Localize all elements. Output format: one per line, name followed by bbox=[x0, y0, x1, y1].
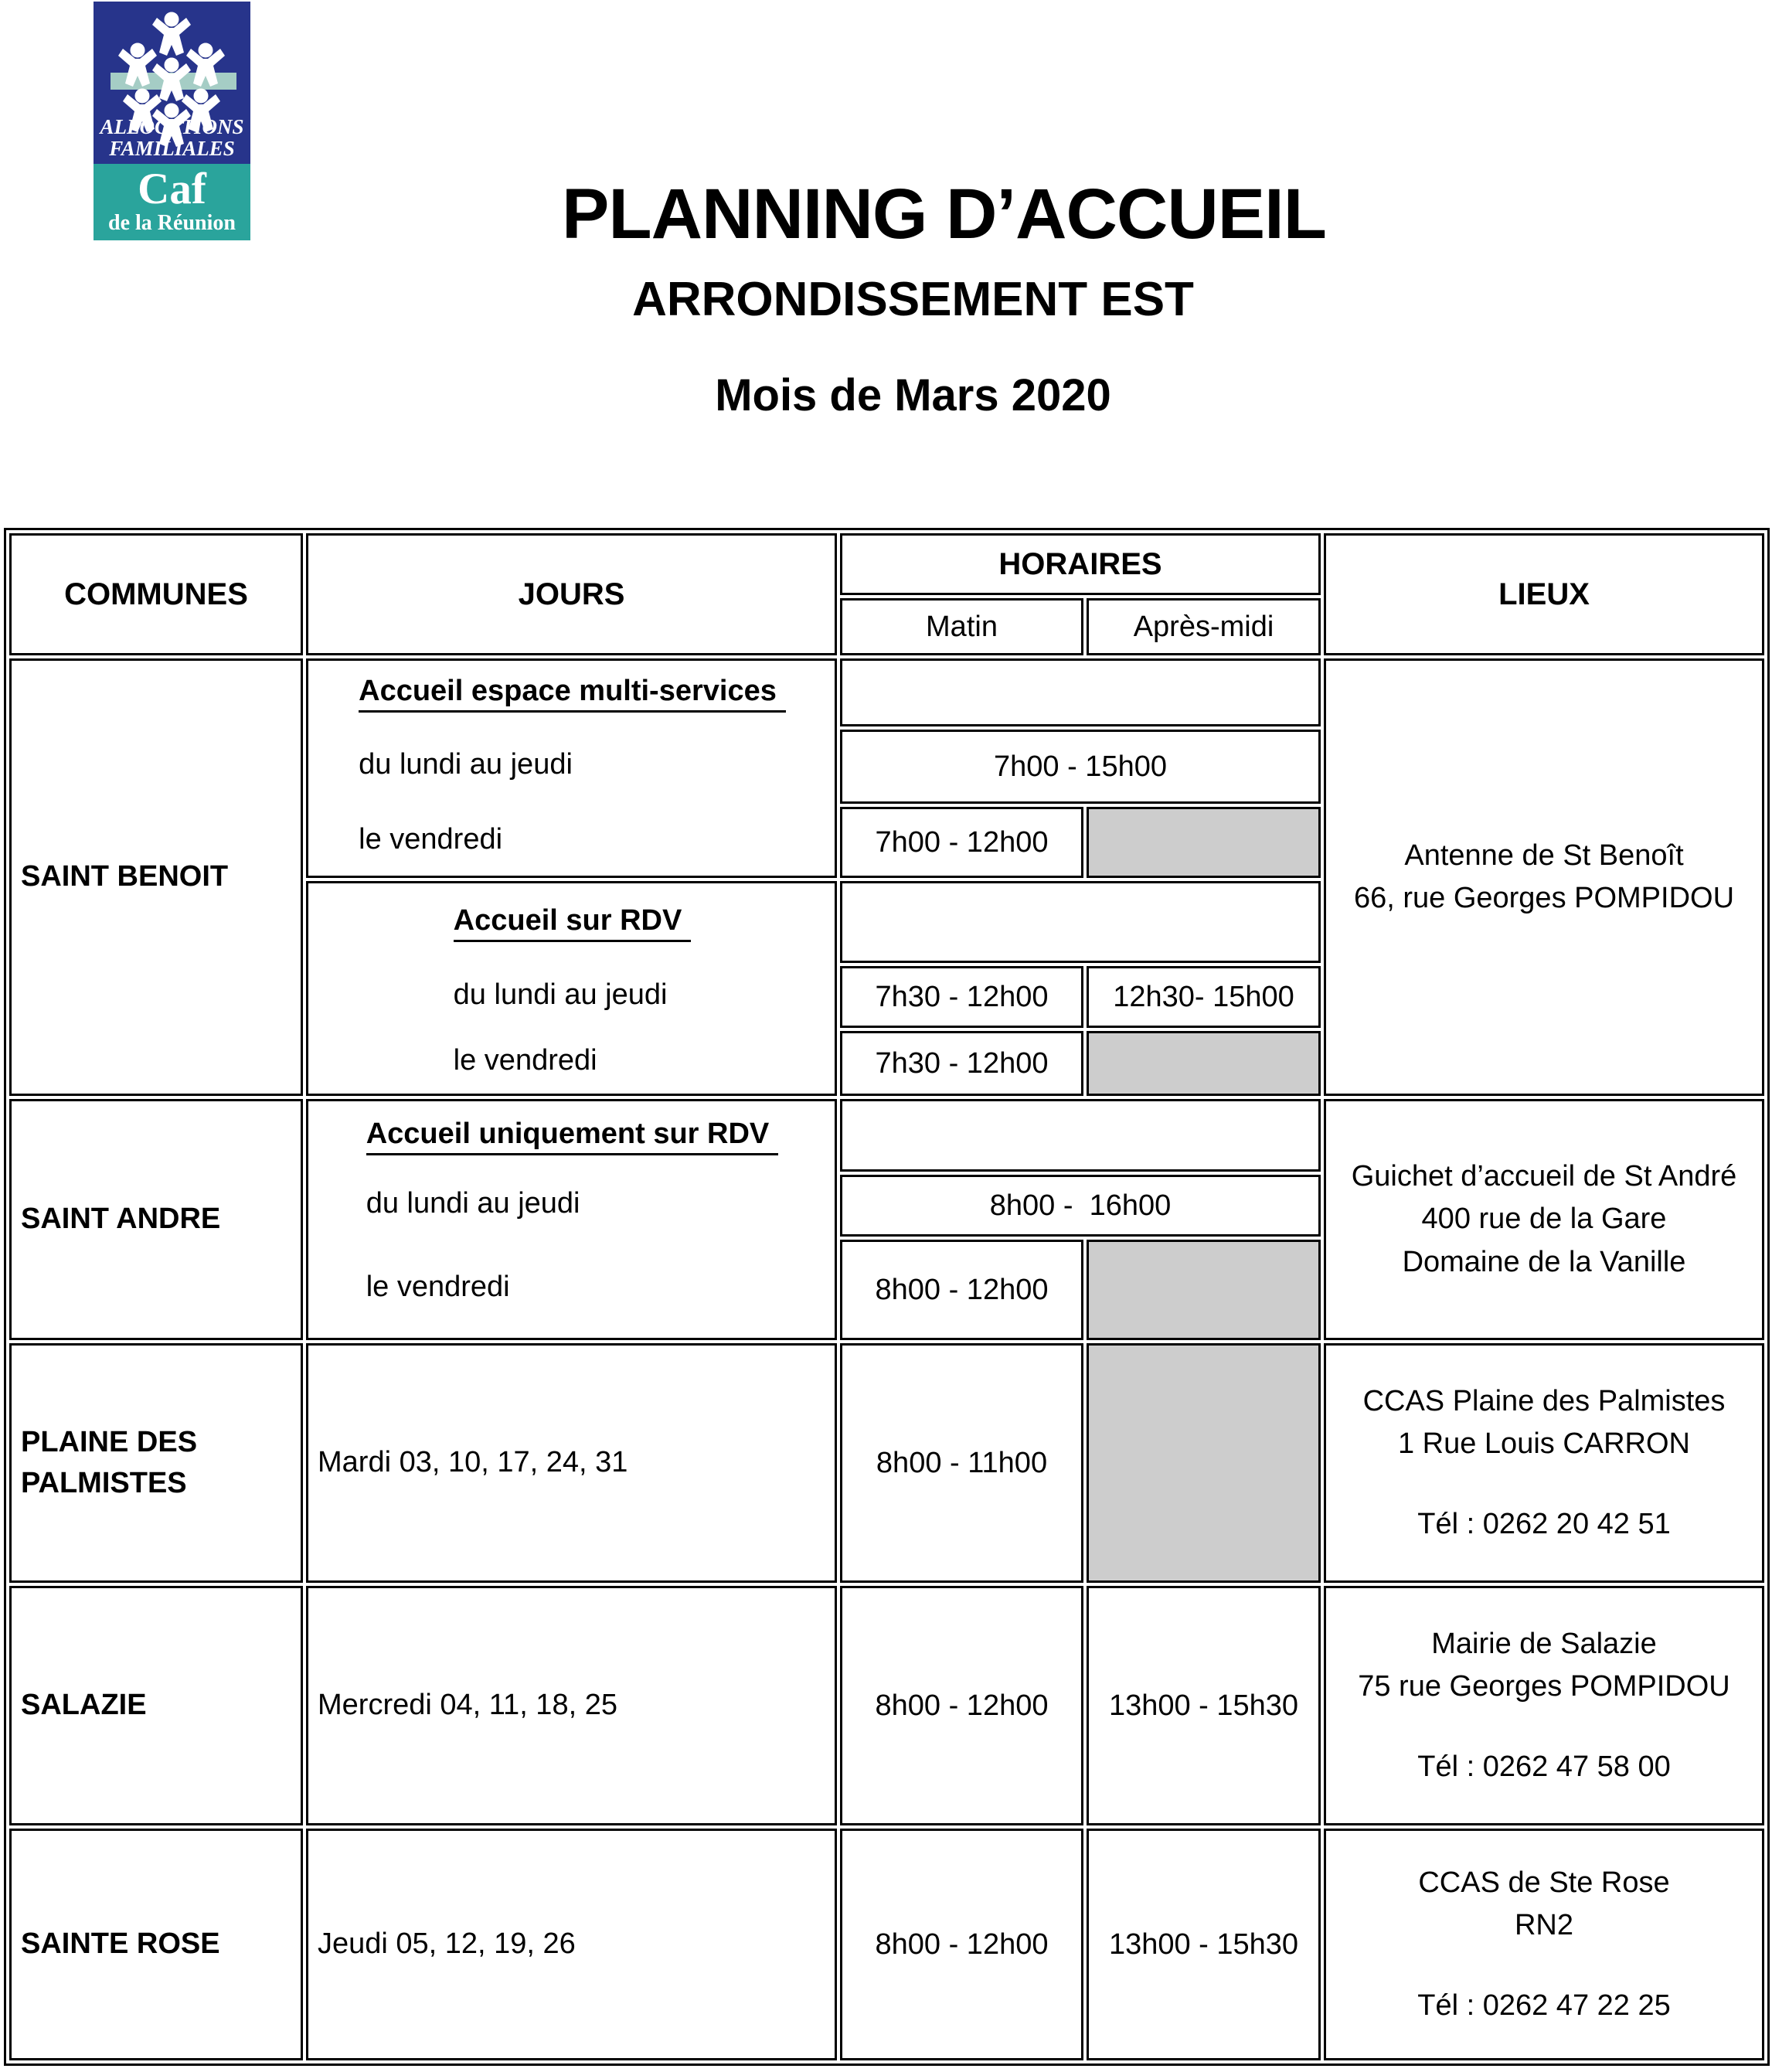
lieux-phone: Tél : 0262 20 42 51 bbox=[1417, 1507, 1671, 1540]
lieux-salazie bbox=[1324, 1586, 1764, 1825]
lieux-line: 75 rue Georges POMPIDOU bbox=[1358, 1670, 1730, 1703]
logo-org-name bbox=[94, 116, 250, 159]
horaires-apres-cell: 13h00 - 15h30 bbox=[1087, 1829, 1321, 2060]
horaires-closed-cell bbox=[1087, 807, 1321, 878]
horaires-closed-cell bbox=[1087, 1343, 1321, 1583]
page-subtitle: ARRONDISSEMENT EST bbox=[632, 273, 1194, 326]
horaires-empty-cell bbox=[840, 881, 1321, 963]
jours-sainte-rose: Jeudi 05, 12, 19, 26 bbox=[306, 1829, 837, 2060]
lieux-line: RN2 bbox=[1514, 1909, 1574, 1942]
horaires-cell: 7h00 - 15h00 bbox=[840, 730, 1321, 804]
lieux-line: 1 Rue Louis CARRON bbox=[1397, 1427, 1691, 1461]
lieux-line: CCAS de Ste Rose bbox=[1418, 1866, 1670, 1900]
logo-org-line1: ALLOCATIONS bbox=[100, 114, 244, 138]
horaires-apres-cell: 13h00 - 15h30 bbox=[1087, 1586, 1321, 1825]
horaires-matin-cell: 8h00 - 12h00 bbox=[840, 1829, 1083, 2060]
horaires-matin-cell: 7h30 - 12h00 bbox=[840, 1031, 1083, 1096]
header-lieux: LIEUX bbox=[1324, 533, 1764, 655]
jours-saint-benoit-section1 bbox=[306, 658, 837, 878]
lieux-line: 66, rue Georges POMPIDOU bbox=[1353, 882, 1735, 914]
jours-salazie: Mercredi 04, 11, 18, 25 bbox=[306, 1586, 837, 1825]
lieux-phone: Tél : 0262 47 22 25 bbox=[1417, 1989, 1671, 2022]
jours-saint-benoit-section2 bbox=[306, 881, 837, 1096]
commune-sainte-rose: SAINTE ROSE bbox=[9, 1829, 303, 2060]
commune-salazie: SALAZIE bbox=[9, 1586, 303, 1825]
lieux-saint-andre bbox=[1324, 1099, 1764, 1340]
lieux-line: Domaine de la Vanille bbox=[1402, 1245, 1686, 1278]
header-apres-midi: Après-midi bbox=[1087, 598, 1321, 655]
jours-label: le vendredi bbox=[359, 822, 503, 856]
lieux-line: Antenne de St Benoît bbox=[1404, 839, 1684, 872]
lieux-line: Mairie de Salazie bbox=[1431, 1628, 1657, 1661]
lieux-line: Guichet d’accueil de St André bbox=[1351, 1160, 1737, 1193]
lieux-line: 400 rue de la Gare bbox=[1421, 1203, 1667, 1236]
jours-label: du lundi au jeudi bbox=[453, 978, 668, 1011]
header-jours: JOURS bbox=[306, 533, 837, 655]
header-horaires: HORAIRES bbox=[840, 533, 1321, 595]
horaires-apres-cell: 12h30- 15h00 bbox=[1087, 966, 1321, 1028]
page-month-title: Mois de Mars 2020 bbox=[715, 370, 1111, 420]
jours-plaine: Mardi 03, 10, 17, 24, 31 bbox=[306, 1343, 837, 1583]
horaires-matin-cell: 7h30 - 12h00 bbox=[840, 966, 1083, 1028]
section-title-uniquement-rdv: Accueil uniquement sur RDV bbox=[366, 1118, 779, 1155]
horaires-closed-cell bbox=[1087, 1031, 1321, 1096]
commune-saint-andre: SAINT ANDRE bbox=[9, 1099, 303, 1340]
lieux-saint-benoit bbox=[1324, 658, 1764, 1096]
header-communes: COMMUNES bbox=[9, 533, 303, 655]
horaires-cell: 8h00 - 16h00 bbox=[840, 1175, 1321, 1237]
planning-table bbox=[4, 528, 1770, 2066]
horaires-empty-cell bbox=[840, 1099, 1321, 1172]
horaires-matin-cell: 8h00 - 12h00 bbox=[840, 1240, 1083, 1340]
logo-brand: Caf bbox=[138, 165, 206, 213]
lieux-sainte-rose bbox=[1324, 1829, 1764, 2060]
jours-label: du lundi au jeudi bbox=[366, 1186, 580, 1220]
section-title-rdv: Accueil sur RDV bbox=[454, 904, 692, 942]
horaires-matin-cell: 7h00 - 12h00 bbox=[840, 807, 1083, 878]
jours-saint-andre bbox=[306, 1099, 837, 1340]
header-matin: Matin bbox=[840, 598, 1083, 655]
horaires-matin-cell: 8h00 - 12h00 bbox=[840, 1586, 1083, 1825]
jours-label: le vendredi bbox=[453, 1043, 597, 1077]
commune-plaine-des-palmistes: PLAINE DES PALMISTES bbox=[9, 1343, 303, 1583]
horaires-closed-cell bbox=[1087, 1240, 1321, 1340]
logo-region: de la Réunion bbox=[108, 210, 236, 235]
lieux-phone: Tél : 0262 47 58 00 bbox=[1417, 1750, 1671, 1783]
section-title-multi-services: Accueil espace multi-services bbox=[359, 675, 786, 713]
lieux-plaine bbox=[1324, 1343, 1764, 1583]
caf-logo-blue-block bbox=[94, 2, 250, 164]
horaires-empty-cell bbox=[840, 658, 1321, 726]
jours-label: du lundi au jeudi bbox=[359, 747, 573, 781]
commune-saint-benoit: SAINT BENOIT bbox=[9, 658, 303, 1096]
lieux-line: CCAS Plaine des Palmistes bbox=[1362, 1385, 1726, 1418]
jours-label: le vendredi bbox=[366, 1270, 510, 1303]
horaires-matin-cell: 8h00 - 11h00 bbox=[840, 1343, 1083, 1583]
logo-org-line2: FAMILIALES bbox=[109, 136, 235, 160]
page-title: PLANNING D’ACCUEIL bbox=[562, 175, 1326, 253]
